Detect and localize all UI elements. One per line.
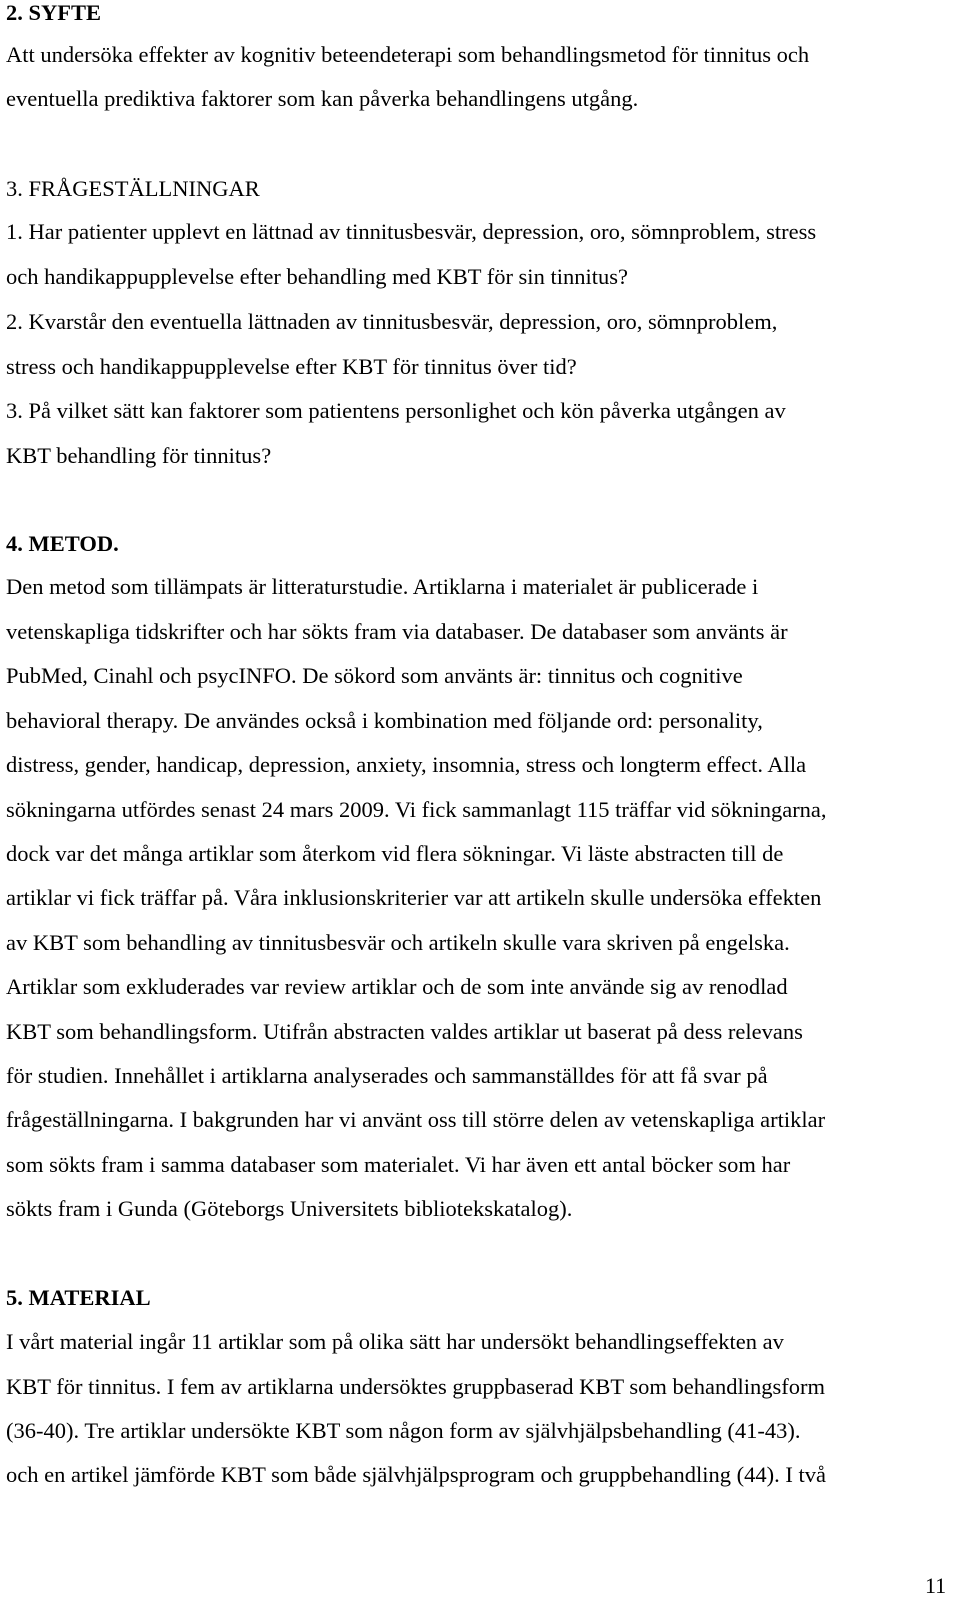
metod-line: frågeställningarna. I bakgrunden har vi använt oss till större delen av vetenskapliga artiklar: [6, 1107, 826, 1132]
metod-line: distress, gender, handicap, depression, anxiety, insomnia, stress och longterm effect. Alla: [6, 752, 807, 777]
metod-line: artiklar vi fick träffar på. Våra inklusionskriterier var att artikeln skulle undersöka effekten: [6, 885, 822, 910]
fragestallningar-line: stress och handikappupplevelse efter KBT för tinnitus över tid?: [6, 354, 577, 379]
material-line: I vårt material ingår 11 artiklar som på olika sätt har undersökt behandlingseffekten av: [6, 1329, 784, 1354]
syfte-line: eventuella prediktiva faktorer som kan påverka behandlingens utgång.: [6, 86, 639, 111]
metod-line: vetenskapliga tidskrifter och har sökts fram via databaser. De databaser som använts är: [6, 619, 788, 644]
material-line: och en artikel jämförde KBT som både självhjälpsprogram och gruppbehandling (44). I två: [6, 1462, 826, 1487]
metod-line: av KBT som behandling av tinnitusbesvär och artikeln skulle vara skriven på engelska.: [6, 930, 790, 955]
material-line: KBT för tinnitus. I fem av artiklarna undersöktes gruppbaserad KBT som behandlingsform: [6, 1374, 825, 1399]
material-line: (36-40). Tre artiklar undersökte KBT som någon form av självhjälpsbehandling (41-43).: [6, 1418, 801, 1443]
metod-line: dock var det många artiklar som återkom vid flera sökningar. Vi läste abstracten till de: [6, 841, 784, 866]
metod-line: som sökts fram i samma databaser som materialet. Vi har även ett antal böcker som har: [6, 1152, 791, 1177]
metod-line: Artiklar som exkluderades var review artiklar och de som inte använde sig av renodlad: [6, 974, 788, 999]
fragestallningar-line: 1. Har patienter upplevt en lättnad av tinnitusbesvär, depression, oro, sömnproblem, stress: [6, 219, 817, 244]
fragestallningar-line: KBT behandling för tinnitus?: [6, 443, 272, 468]
section-heading-metod: 4. METOD.: [6, 531, 119, 556]
fragestallningar-line: 2. Kvarstår den eventuella lättnaden av tinnitusbesvär, depression, oro, sömnproblem,: [6, 309, 778, 334]
fragestallningar-line: och handikappupplevelse efter behandling med KBT för sin tinnitus?: [6, 264, 628, 289]
metod-line: för studien. Innehållet i artiklarna analyserades och sammanställdes för att få svar på: [6, 1063, 768, 1088]
metod-line: sökningarna utfördes senast 24 mars 2009. Vi fick sammanlagt 115 träffar vid sökningarna,: [6, 797, 827, 822]
metod-line: Den metod som tillämpats är litteraturstudie. Artiklarna i materialet är publicerade i: [6, 574, 759, 599]
section-heading-fragestallningar: 3. FRÅGESTÄLLNINGAR: [6, 176, 260, 201]
section-heading-material: 5. MATERIAL: [6, 1285, 151, 1310]
syfte-line: Att undersöka effekter av kognitiv beteendeterapi som behandlingsmetod för tinnitus och: [6, 42, 810, 67]
metod-line: sökts fram i Gunda (Göteborgs Universitets bibliotekskatalog).: [6, 1196, 573, 1221]
metod-line: PubMed, Cinahl och psycINFO. De sökord som använts är: tinnitus och cognitive: [6, 663, 743, 688]
section-heading-syfte: 2. SYFTE: [6, 0, 102, 25]
page-number: 11: [925, 1573, 947, 1598]
fragestallningar-line: 3. På vilket sätt kan faktorer som patientens personlighet och kön påverka utgången av: [6, 398, 786, 423]
metod-line: KBT som behandlingsform. Utifrån abstracten valdes artiklar ut baserat på dess relevans: [6, 1019, 803, 1044]
metod-line: behavioral therapy. De användes också i kombination med följande ord: personality,: [6, 708, 763, 733]
